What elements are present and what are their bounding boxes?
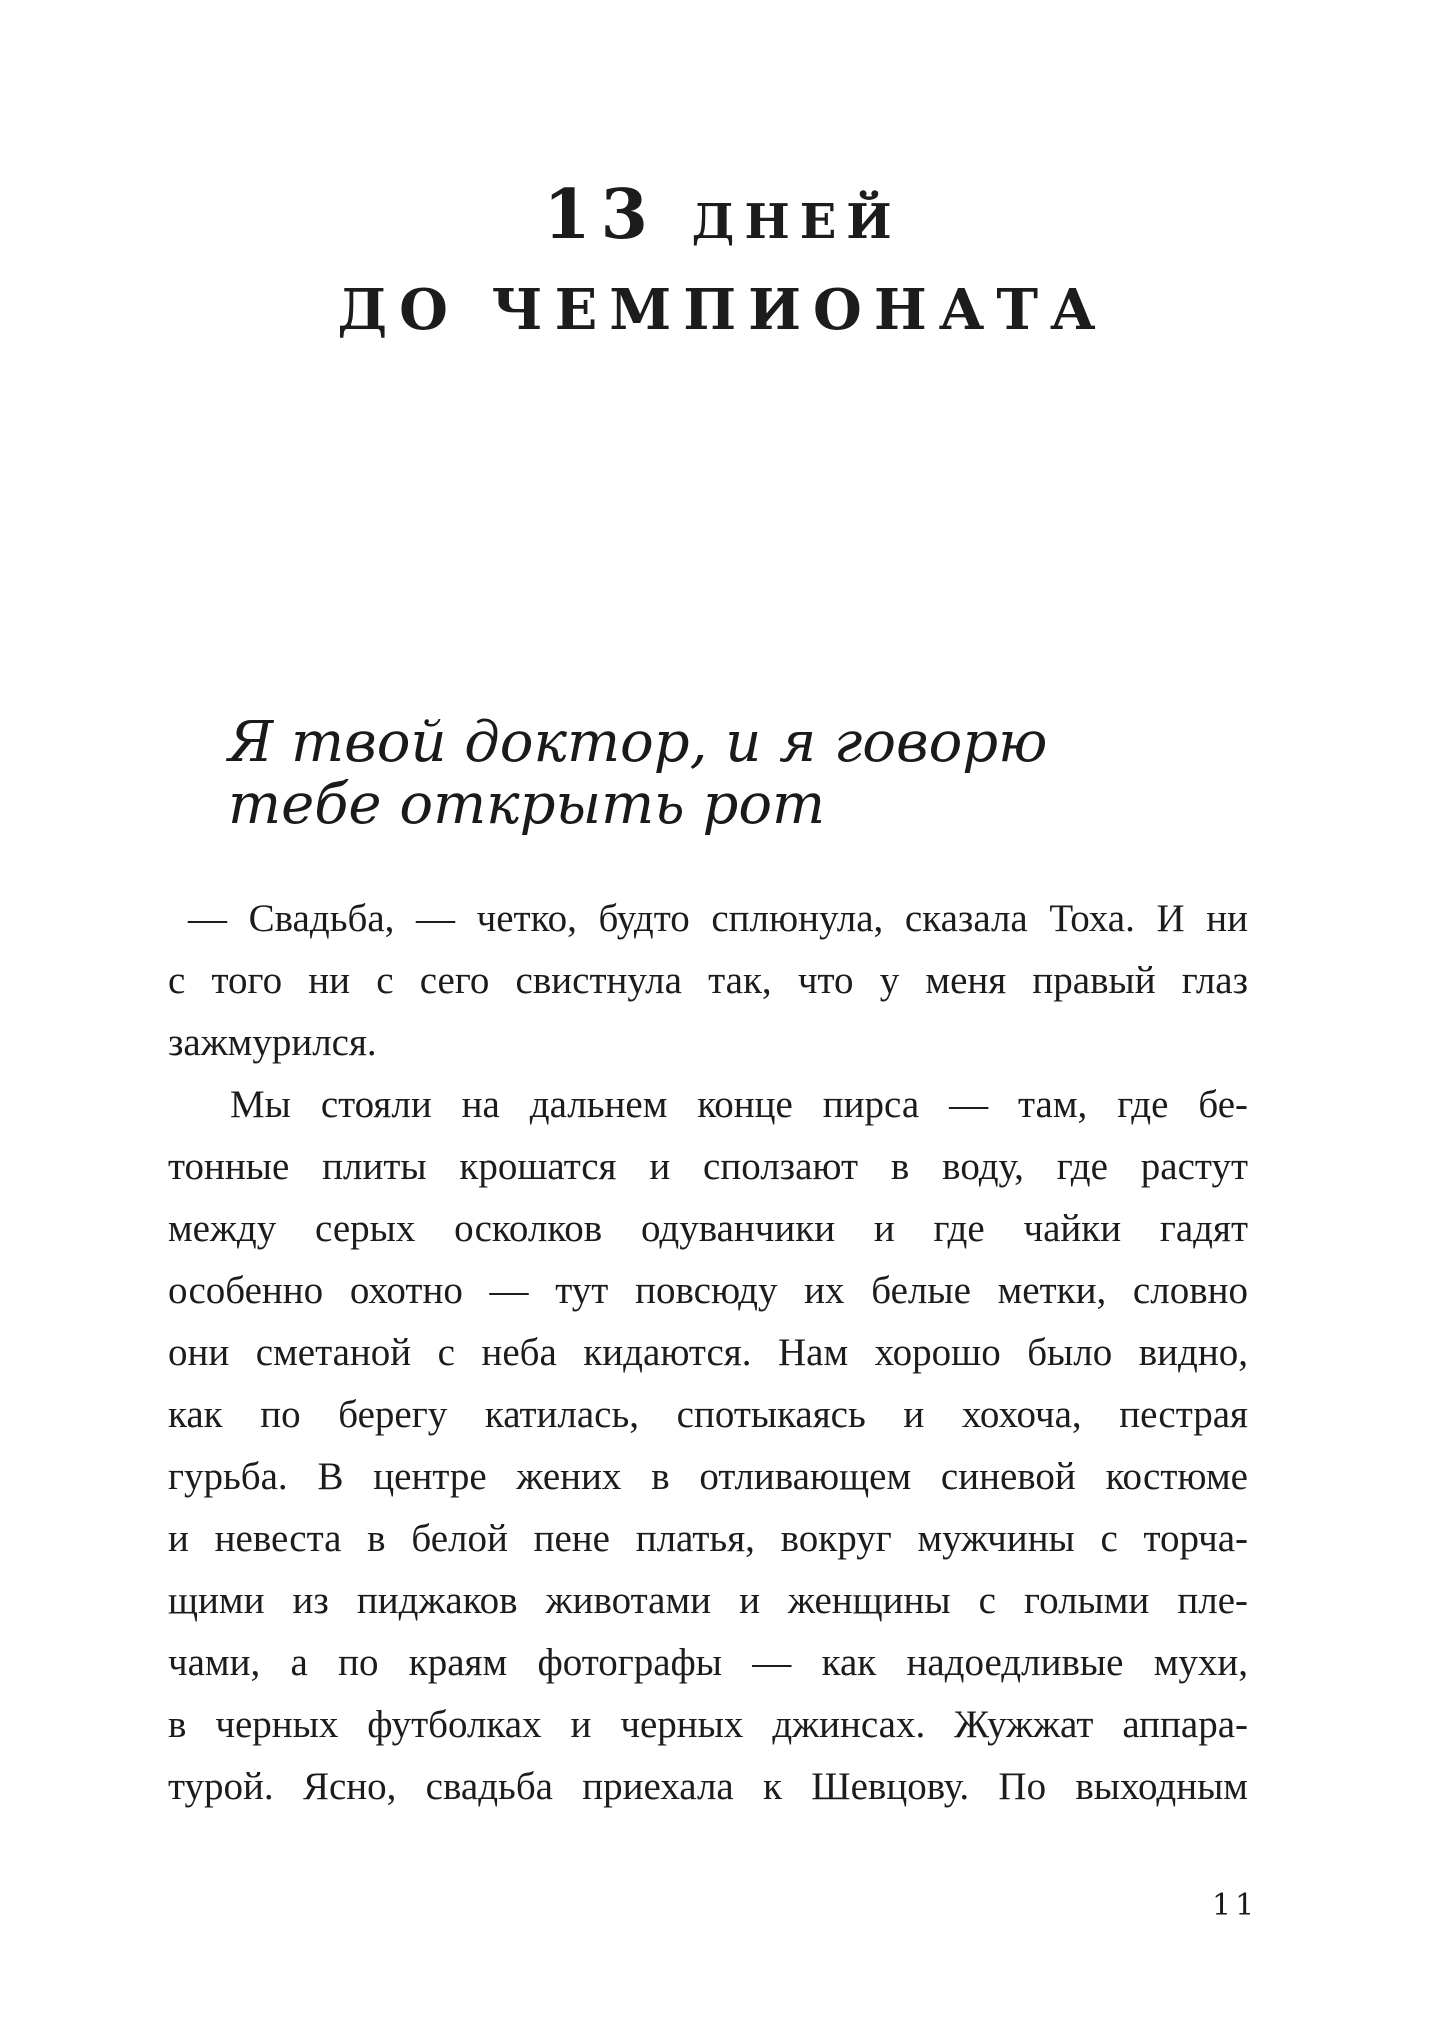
section-title-line-2: тебе открыть рот xyxy=(228,772,826,837)
chapter-title-line-2: ДО ЧЕМПИОНАТА xyxy=(337,277,1108,343)
text-line: тонные плиты крошатся и сползают в воду, где растут xyxy=(168,1145,1248,1188)
chapter-title xyxy=(0,170,1445,360)
text-line: Мы стояли на дальнем конце пирса — там, где бе- xyxy=(230,1083,1248,1126)
text-line: они сметаной с неба кидаются. Нам хорошо было видно, xyxy=(168,1331,1248,1374)
section-title xyxy=(228,712,1268,836)
section-title-line-1: Я твой доктор, и я говорю xyxy=(228,710,1048,775)
chapter-title-line-1: 13 дней xyxy=(543,175,902,255)
text-line: турой. Ясно, свадьба приехала к Шевцову. По выходным xyxy=(168,1765,1248,1808)
text-line: между серых осколков одуванчики и где чайки гадят xyxy=(168,1207,1248,1250)
text-line: с того ни с сего свистнула так, что у меня правый глаз xyxy=(168,959,1248,1002)
page-number: 11 xyxy=(1212,1888,1259,1923)
text-line: — Свадьба, — четко, будто сплюнула, сказала Тоха. И ни xyxy=(188,897,1248,940)
body-text xyxy=(168,888,1248,1818)
text-line: чами, а по краям фотографы — как надоедливые мухи, xyxy=(168,1641,1248,1684)
text-line: особенно охотно — тут повсюду их белые метки, словно xyxy=(168,1269,1248,1312)
text-line: как по берегу катилась, спотыкаясь и хохоча, пестрая xyxy=(168,1393,1248,1436)
text-line: и невеста в белой пене платья, вокруг мужчины с торча- xyxy=(168,1517,1248,1560)
text-line: в черных футболках и черных джинсах. Жужжат аппара- xyxy=(168,1703,1248,1746)
text-line: зажмурился. xyxy=(168,1021,377,1064)
text-line: щими из пиджаков животами и женщины с голыми пле- xyxy=(168,1579,1248,1622)
text-line: гурьба. В центре жених в отливающем синевой костюме xyxy=(168,1455,1248,1498)
